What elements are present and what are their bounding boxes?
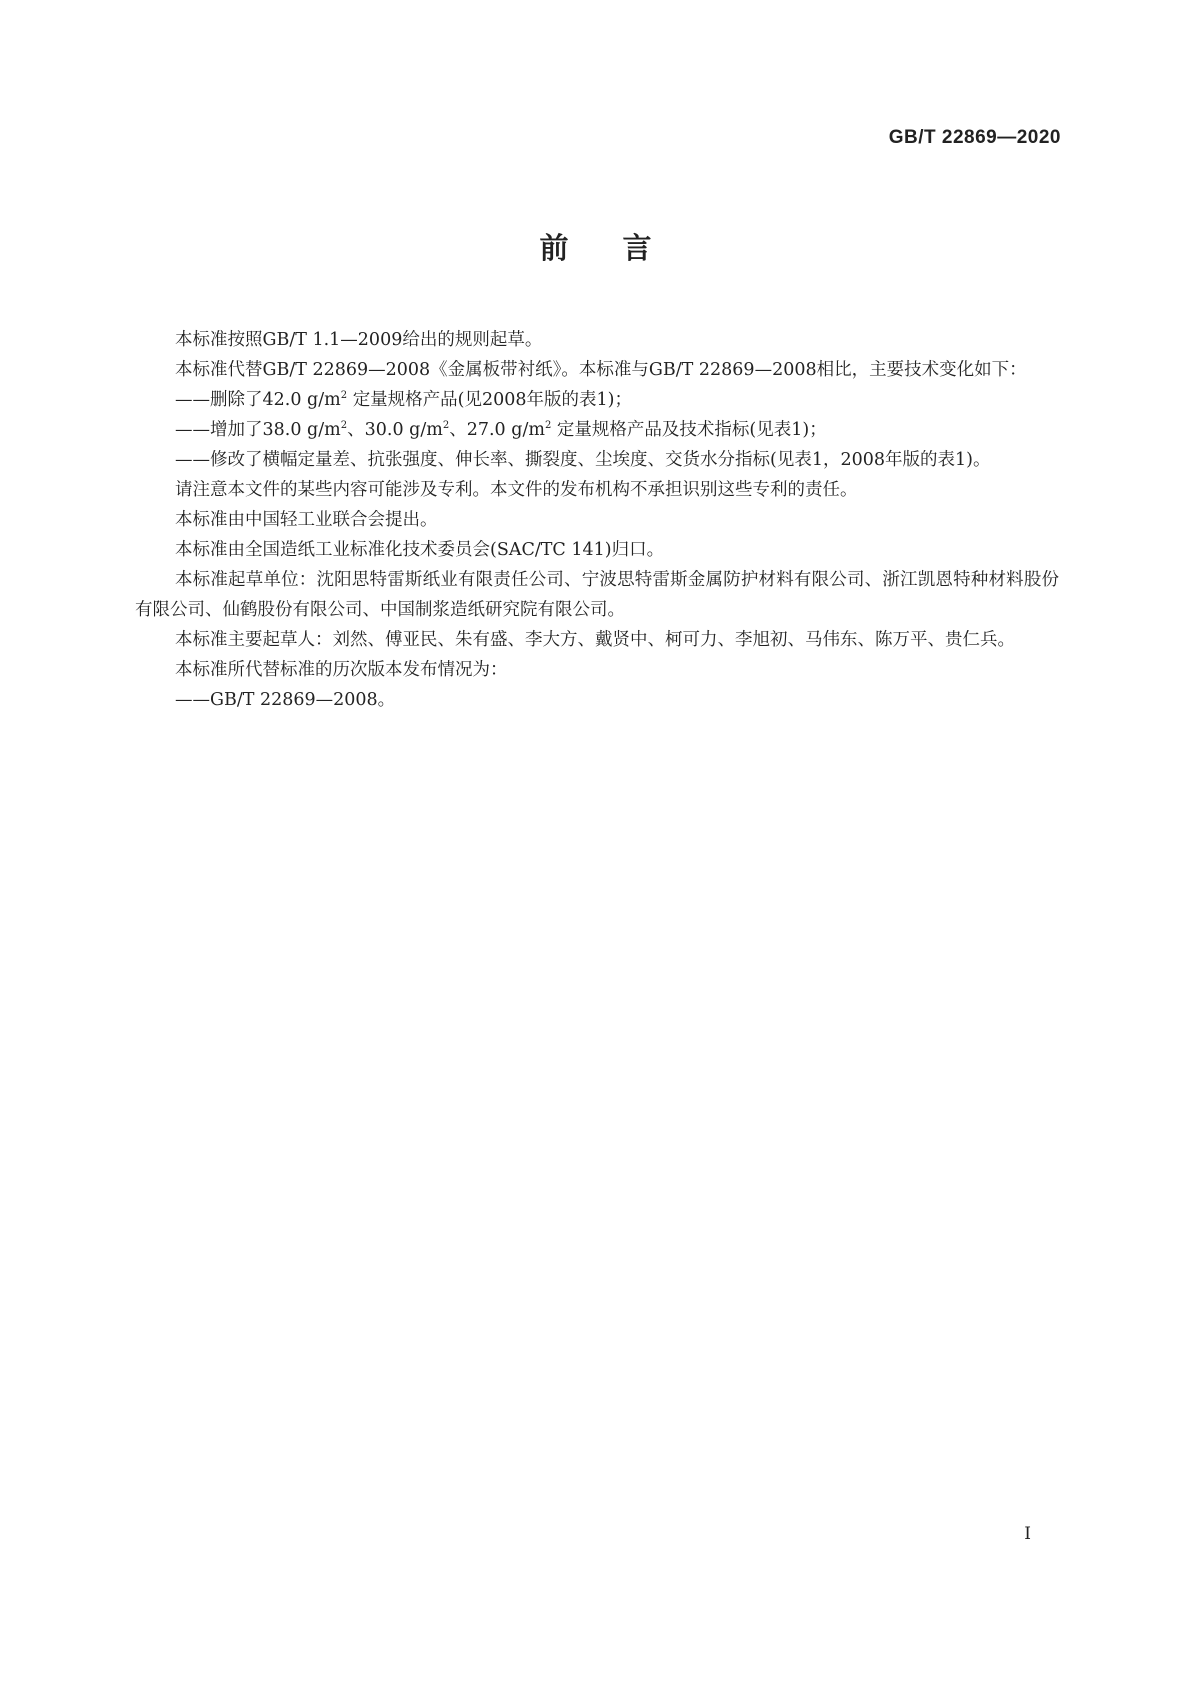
paragraph-drafting-rules: 本标准按照GB/T 1.1—2009给出的规则起草。 bbox=[175, 330, 543, 350]
change-item-added: ——增加了38.0 $g/m^2$、30.0 $g/m^2$、27.0 $g/m^2$ 定量规格产品及技术指标(见表1)； bbox=[175, 420, 827, 440]
change-item-modified: ——修改了横幅定量差、抗张强度、伸长率、撕裂度、尘埃度、交货水分指标(见表1，2008年版的表1)。 bbox=[175, 450, 991, 470]
page-number: I bbox=[1024, 1524, 1031, 1544]
paragraph-centralized: 本标准由全国造纸工业标准化技术委员会(SAC/TC 141)归口。 bbox=[175, 540, 665, 560]
page-title: 前言 bbox=[539, 231, 706, 265]
document-body bbox=[135, 325, 1059, 715]
paragraph-drafting-units: 本标准起草单位：沈阳思特雷斯纸业有限责任公司、宁波思特雷斯金属防护材料有限公司、浙江凯恩特种材料股份有限公司、仙鹤股份有限公司、中国制浆造纸研究院有限公司。 bbox=[135, 570, 1059, 620]
change-item-deleted: ——删除了42.0 $g/m^2$ 定量规格产品(见2008年版的表1)； bbox=[175, 390, 633, 410]
paragraph-replaces: 本标准代替GB/T 22869—2008《金属板带衬纸》。本标准与GB/T 22869—2008相比，主要技术变化如下： bbox=[175, 360, 1027, 380]
paragraph-patent-notice: 请注意本文件的某些内容可能涉及专利。本文件的发布机构不承担识别这些专利的责任。 bbox=[175, 480, 858, 500]
standard-code: GB/T 22869—2020 bbox=[888, 127, 1061, 148]
paragraph-history-intro: 本标准所代替标准的历次版本发布情况为： bbox=[175, 660, 508, 680]
paragraph-proposer: 本标准由中国轻工业联合会提出。 bbox=[175, 510, 438, 530]
history-item: ——GB/T 22869—2008。 bbox=[175, 690, 396, 710]
paragraph-drafters: 本标准主要起草人：刘然、傅亚民、朱有盛、李大方、戴贤中、柯可力、李旭初、马伟东、陈万平、贵仁兵。 bbox=[175, 630, 1015, 650]
